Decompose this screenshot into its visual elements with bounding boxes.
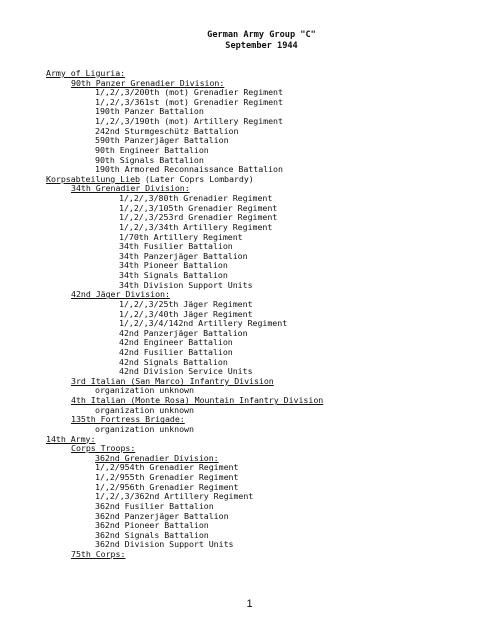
- oob-line-text: 362nd Fusilier Battalion: [95, 500, 214, 511]
- document-header: [0, 30, 495, 52]
- oob-line-text: 1/,2/,3/253rd Grenadier Regiment: [119, 212, 278, 223]
- oob-line-text: 362nd Pioneer Battalion: [95, 520, 209, 531]
- oob-line-text: 1/,2/,3/25th Jäger Regiment: [119, 298, 253, 309]
- oob-line-text: organization unknown: [95, 423, 194, 434]
- oob-line-text: 1/,2/,3/200th (mot) Grenadier Regiment: [95, 87, 283, 98]
- oob-line-text: 42nd Engineer Battalion: [119, 337, 233, 348]
- oob-line-text: 34th Fusilier Battalion: [119, 241, 233, 252]
- oob-line-text: 590th Panzerjäger Battalion: [95, 135, 229, 146]
- oob-line-text: 42nd Signals Battalion: [119, 356, 228, 367]
- oob-line-text: 362nd Division Support Units: [95, 539, 234, 550]
- oob-line-text: 42nd Jäger Division:: [71, 289, 170, 300]
- oob-line-text: 90th Panzer Grenadier Division:: [71, 77, 225, 88]
- oob-line-text: 242nd Sturmgeschütz Battalion: [95, 125, 239, 136]
- oob-line-text: 362nd Panzerjäger Battalion: [95, 510, 229, 521]
- oob-line-text: Korpsabteilung Lieb: [46, 173, 140, 184]
- oob-line-text: 190th Armored Reconnaissance Battalion: [95, 164, 283, 175]
- document-date: September 1944: [225, 41, 298, 51]
- oob-line-note: (Later Coprs Lombardy): [139, 173, 254, 184]
- oob-line-text: 362nd Signals Battalion: [95, 529, 209, 540]
- oob-line: [71, 550, 125, 560]
- oob-line-text: 1/70th Artillery Regiment: [119, 231, 243, 242]
- oob-line-text: 4th Italian (Monte Rosa) Mountain Infantry Division: [71, 395, 324, 406]
- oob-line-text: 1/,2/,3/362nd Artillery Regiment: [95, 491, 254, 502]
- oob-line-text: 1/,2/,3/40th Jäger Regiment: [119, 308, 253, 319]
- oob-line-text: 135th Fortress Brigade:: [71, 414, 185, 425]
- oob-line-text: 3rd Italian (San Marco) Infantry Division: [71, 375, 274, 386]
- oob-line-text: Corps Troops:: [71, 443, 136, 454]
- oob-line-text: 1/,2/,3/4/142nd Artillery Regiment: [119, 318, 288, 329]
- oob-line-text: 42nd Division Service Units: [119, 366, 253, 377]
- oob-line-text: 1/,2/956th Grenadier Regiment: [95, 481, 239, 492]
- oob-line-text: 1/,2/,3/190th (mot) Artillery Regiment: [95, 116, 283, 127]
- oob-line: [95, 425, 194, 435]
- oob-line-text: 34th Grenadier Division:: [71, 183, 190, 194]
- oob-line-text: Army of Liguria:: [46, 68, 126, 78]
- oob-line-text: organization unknown: [95, 385, 194, 396]
- oob-line-text: 14th Army:: [46, 433, 96, 444]
- oob-line-text: 34th Pioneer Battalion: [119, 260, 228, 271]
- page-number: 1: [246, 598, 253, 610]
- oob-line-text: 1/,2/,3/361st (mot) Grenadier Regiment: [95, 96, 283, 107]
- oob-line-text: organization unknown: [95, 404, 194, 415]
- oob-line-text: 362nd Grenadier Division:: [95, 452, 219, 463]
- oob-line-text: 42nd Panzerjäger Battalion: [119, 327, 248, 338]
- oob-line-text: 1/,2/,3/34th Artillery Regiment: [119, 221, 273, 232]
- oob-line-text: 90th Engineer Battalion: [95, 144, 209, 155]
- document-title: German Army Group "C": [207, 30, 316, 40]
- oob-line-text: 1/,2/954th Grenadier Regiment: [95, 462, 239, 473]
- oob-line-text: 75th Corps:: [71, 549, 126, 559]
- oob-line-text: 34th Panzerjäger Battalion: [119, 250, 248, 261]
- oob-line-text: 1/,2/,3/105th Grenadier Regiment: [119, 202, 278, 213]
- oob-line-text: 90th Signals Battalion: [95, 154, 204, 165]
- oob-line-text: 190th Panzer Battalion: [95, 106, 204, 117]
- oob-line-text: 42nd Fusilier Battalion: [119, 346, 233, 357]
- oob-line-text: 1/,2/,3/80th Grenadier Regiment: [119, 193, 273, 204]
- oob-line-text: 34th Signals Battalion: [119, 270, 228, 281]
- oob-line-text: 1/,2/955th Grenadier Regiment: [95, 472, 239, 483]
- oob-line-text: 34th Division Support Units: [119, 279, 253, 290]
